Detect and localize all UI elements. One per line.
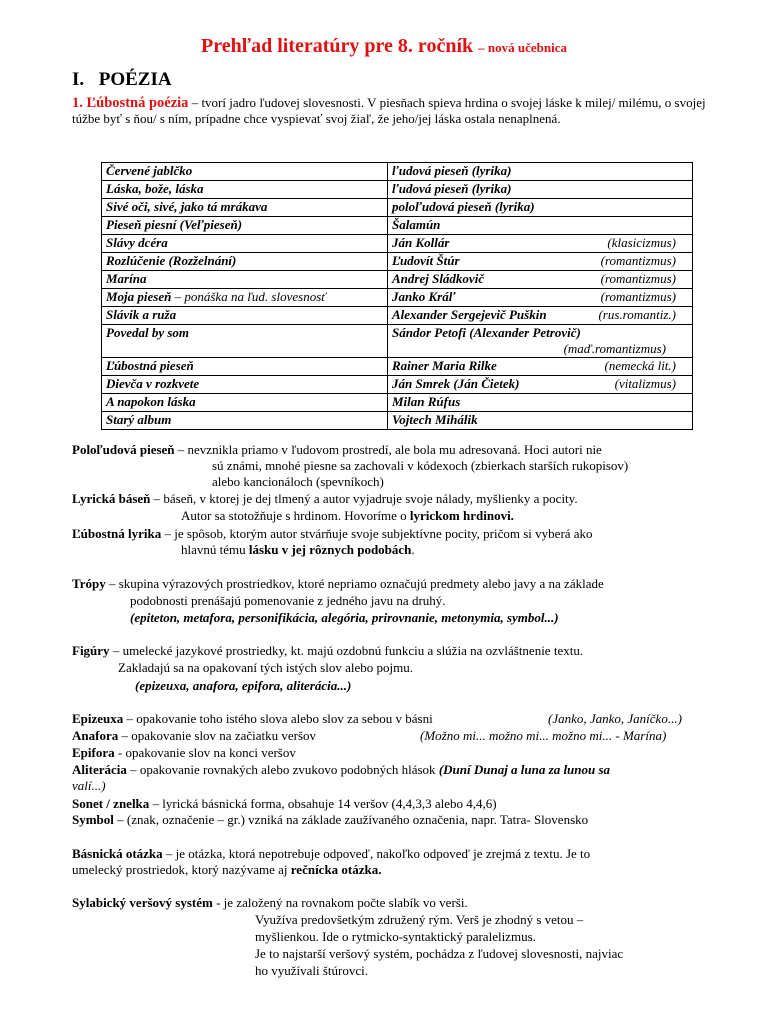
term-text: – opakovanie toho istého slova alebo slov za sebou v básni <box>123 711 433 726</box>
term-label: Básnická otázka <box>72 846 163 861</box>
intro-heading: 1. Ľúbostná poézia <box>72 95 189 111</box>
work-author <box>388 217 693 235</box>
term-sonet <box>72 796 497 812</box>
work-title <box>102 235 388 253</box>
term-bold: rečnícka otázka. <box>290 862 382 877</box>
table-row <box>102 358 693 376</box>
term-text: – opakovanie rovnakých alebo zvukovo podobných hlások <box>126 762 439 777</box>
literary-period: (nemecká lit.) <box>604 358 676 373</box>
term-text: alebo kancionáloch (spevníkoch) <box>212 474 384 489</box>
work-author <box>388 358 693 376</box>
term-example: (Duní Dunaj a luna za lunou sa <box>438 762 611 777</box>
work-author <box>388 235 693 253</box>
term-label: Anafora <box>72 728 119 743</box>
table-row <box>102 271 693 289</box>
work-title-text: Pieseň piesní (Veľpieseň) <box>106 217 243 232</box>
term-epifora <box>72 745 296 761</box>
author-name: Milan Rúfus <box>392 394 461 409</box>
work-author <box>388 325 693 358</box>
term-text: – skupina výrazových prostriedkov, ktoré nepriamo označujú predmety alebo javy a na základe <box>105 576 604 591</box>
term-label: Sonet / znelka <box>72 796 150 811</box>
work-title <box>102 325 388 358</box>
author-name: Andrej Sládkovič <box>392 271 485 286</box>
term-tropy <box>72 576 604 592</box>
term-bold: lyrickom hrdinovi. <box>409 508 514 523</box>
table-row <box>102 199 693 217</box>
work-author <box>388 199 693 217</box>
term-label: Poloľudová pieseň <box>72 442 175 457</box>
term-label: Lyrická báseň <box>72 491 151 506</box>
term-label: Figúry <box>72 643 110 658</box>
term-text: Je to najstarší veršový systém, pochádza z ľudovej slovesnosti, najviac <box>255 946 624 961</box>
work-title-text: Slávik a ruža <box>106 307 177 322</box>
author-name: ľudová pieseň (lyrika) <box>392 163 512 178</box>
author-name: Ján Smrek (Ján Čietek) <box>392 376 520 391</box>
literature-table <box>101 162 693 430</box>
table-row <box>102 253 693 271</box>
work-title-text: Sivé oči, sivé, jako tá mrákava <box>106 199 268 214</box>
term-example: valí...) <box>72 778 106 793</box>
table-row <box>102 163 693 181</box>
work-title <box>102 271 388 289</box>
term-otazka <box>72 846 590 862</box>
section-heading <box>72 69 172 90</box>
section-label: POÉZIA <box>98 69 172 90</box>
work-author <box>388 394 693 412</box>
table-row <box>102 217 693 235</box>
term-text: umelecký prostriedok, ktorý nazývame aj <box>72 862 291 877</box>
author-name: Alexander Sergejevič Puškin <box>392 307 547 322</box>
literary-period: (rus.romantiz.) <box>598 307 676 322</box>
work-title <box>102 181 388 199</box>
author-name: ľudová pieseň (lyrika) <box>392 181 512 196</box>
work-title <box>102 307 388 325</box>
table-row <box>102 394 693 412</box>
work-title <box>102 163 388 181</box>
term-text: podobnosti prenášajú pomenovanie z jedného javu na druhý. <box>130 593 446 608</box>
term-lyricka <box>72 491 578 507</box>
term-label: Aliterácia <box>72 762 127 777</box>
term-text: – lyrická básnická forma, obsahuje 14 veršov (4,4,3,3 alebo 4,4,6) <box>149 796 497 811</box>
term-text: – opakovanie slov na začiatku veršov <box>118 728 317 743</box>
work-title <box>102 217 388 235</box>
author-name: Ľudovít Štúr <box>392 253 460 268</box>
author-name: Rainer Maria Rilke <box>392 358 497 373</box>
term-text: Využíva predovšetkým združený rým. Verš je zhodný s vetou – <box>255 912 584 927</box>
table-row <box>102 412 693 430</box>
work-title <box>102 253 388 271</box>
term-text: Zakladajú sa na opakovaní tých istých slov alebo pojmu. <box>118 660 413 675</box>
term-text: - je založený na rovnakom počte slabík vo verši. <box>212 895 468 910</box>
work-author <box>388 412 693 430</box>
table-row <box>102 325 693 358</box>
work-title <box>102 289 388 307</box>
document-title <box>0 35 768 57</box>
term-example: (Janko, Janko, Janíčko...) <box>548 711 682 726</box>
term-aliteracia <box>72 762 610 778</box>
author-name: Ján Kollár <box>392 235 450 250</box>
table-row <box>102 181 693 199</box>
term-examples: (epizeuxa, anafora, epifora, aliterácia...) <box>135 678 352 693</box>
work-author <box>388 289 693 307</box>
author-name: Vojtech Mihálik <box>392 412 478 427</box>
term-pololudova <box>72 442 602 458</box>
term-label: Trópy <box>72 576 106 591</box>
section-number: I. <box>72 69 85 90</box>
term-line <box>181 508 514 524</box>
work-title-text: Slávy dcéra <box>106 235 168 250</box>
work-author <box>388 307 693 325</box>
term-text: – je spôsob, ktorým autor stvárňuje svoje subjektívne pocity, pričom si vyberá ako <box>161 526 593 541</box>
term-label: Epizeuxa <box>72 711 124 726</box>
work-title <box>102 394 388 412</box>
work-title-text: Starý album <box>106 412 172 427</box>
term-line <box>181 542 415 558</box>
term-text: Autor sa stotožňuje s hrdinom. Hovoríme o <box>181 508 410 523</box>
term-text: – (znak, označenie – gr.) vzniká na základe zaužívaného označenia, napr. Tatra- Slovensko <box>113 812 589 827</box>
term-examples: (epiteton, metafora, personifikácia, alegória, prirovnanie, metonymia, symbol...) <box>130 610 559 625</box>
term-text: – je otázka, ktorá nepotrebuje odpoveď, nakoľko odpoveď je zrejmá z textu. Je to <box>162 846 591 861</box>
term-label: Symbol <box>72 812 114 827</box>
author-name: Šalamún <box>392 217 441 232</box>
work-title <box>102 358 388 376</box>
work-title-text: A napokon láska <box>106 394 196 409</box>
title-main: Prehľad literatúry pre 8. ročník <box>201 35 474 57</box>
author-name: poloľudová pieseň (lyrika) <box>392 199 535 214</box>
term-sylabicky <box>72 895 468 911</box>
literary-period: (romantizmus) <box>600 289 676 304</box>
term-text: – nevznikla priamo v ľudovom prostredí, ale bola mu adresovaná. Hoci autori nie <box>174 442 602 457</box>
table-row <box>102 307 693 325</box>
work-title-text: Dievča v rozkvete <box>106 376 200 391</box>
term-bold: lásku v jej rôznych podobách <box>248 542 412 557</box>
term-anafora <box>72 728 316 744</box>
work-title <box>102 199 388 217</box>
term-text: hlavnú tému <box>181 542 249 557</box>
intro-text: – tvorí jadro ľudovej slovesnosti. V piesňach spieva hrdina o svojej láske k milej/ milému, o svojej túžbe byť s ňou/ s ním, prípadne chce vyspievať svoj žiaľ, že jeho/jej láska ostala nenaplnená. <box>72 95 706 126</box>
work-title-text: Marína <box>106 271 147 286</box>
term-label: Ľúbostná lyrika <box>72 526 162 541</box>
literary-period: (klasicizmus) <box>607 235 676 250</box>
table-row <box>102 376 693 394</box>
work-author <box>388 253 693 271</box>
literary-period: (romantizmus) <box>600 271 676 286</box>
work-author <box>388 271 693 289</box>
title-sub: – nová učebnica <box>478 40 567 55</box>
work-title-text: Moja pieseň <box>106 289 172 304</box>
term-lubostna <box>72 526 593 542</box>
literary-period: (maď.romantizmus) <box>563 341 666 356</box>
work-author <box>388 181 693 199</box>
work-title-text: Povedal by som <box>106 325 190 340</box>
work-title-text: Rozlúčenie (Rozželnání) <box>106 253 237 268</box>
term-figury <box>72 643 583 659</box>
literary-period: (romantizmus) <box>600 253 676 268</box>
term-symbol <box>72 812 588 828</box>
table-row <box>102 289 693 307</box>
term-text: sú známi, mnohé piesne sa zachovali v kódexoch (zbierkach starších rukopisov) <box>212 458 629 473</box>
work-title-text: Ľúbostná pieseň <box>106 358 194 373</box>
term-epizeuxa <box>72 711 433 727</box>
intro-paragraph <box>72 95 712 127</box>
term-text: – báseň, v ktorej je dej tlmený a autor vyjadruje svoje nálady, myšlienky a pocity. <box>150 491 578 506</box>
term-text: ho využívali štúrovci. <box>255 963 369 978</box>
literary-period: (vitalizmus) <box>614 376 676 391</box>
table-row <box>102 235 693 253</box>
term-example: (Možno mi... možno mi... možno mi... - Marína) <box>420 728 667 743</box>
author-name: Sándor Petofi (Alexander Petrovič) <box>392 325 581 340</box>
work-title-text: Láska, bože, láska <box>106 181 204 196</box>
author-name: Janko Kráľ <box>392 289 456 304</box>
term-line <box>72 862 382 878</box>
work-author <box>388 163 693 181</box>
term-text: myšlienkou. Ide o rytmicko-syntaktický paralelizmus. <box>255 929 536 944</box>
term-text: – umelecké jazykové prostriedky, kt. majú ozdobnú funkciu a slúžia na ozvláštnenie textu. <box>109 643 584 658</box>
work-title-extra: – ponáška na ľud. slovesnosť <box>171 289 326 304</box>
work-title <box>102 376 388 394</box>
work-title-text: Červené jablčko <box>106 163 193 178</box>
term-label: Sylabický veršový systém <box>72 895 213 910</box>
term-label: Epifora <box>72 745 115 760</box>
term-text: - opakovanie slov na konci veršov <box>114 745 296 760</box>
term-text: . <box>411 542 415 557</box>
work-title <box>102 412 388 430</box>
work-author <box>388 376 693 394</box>
